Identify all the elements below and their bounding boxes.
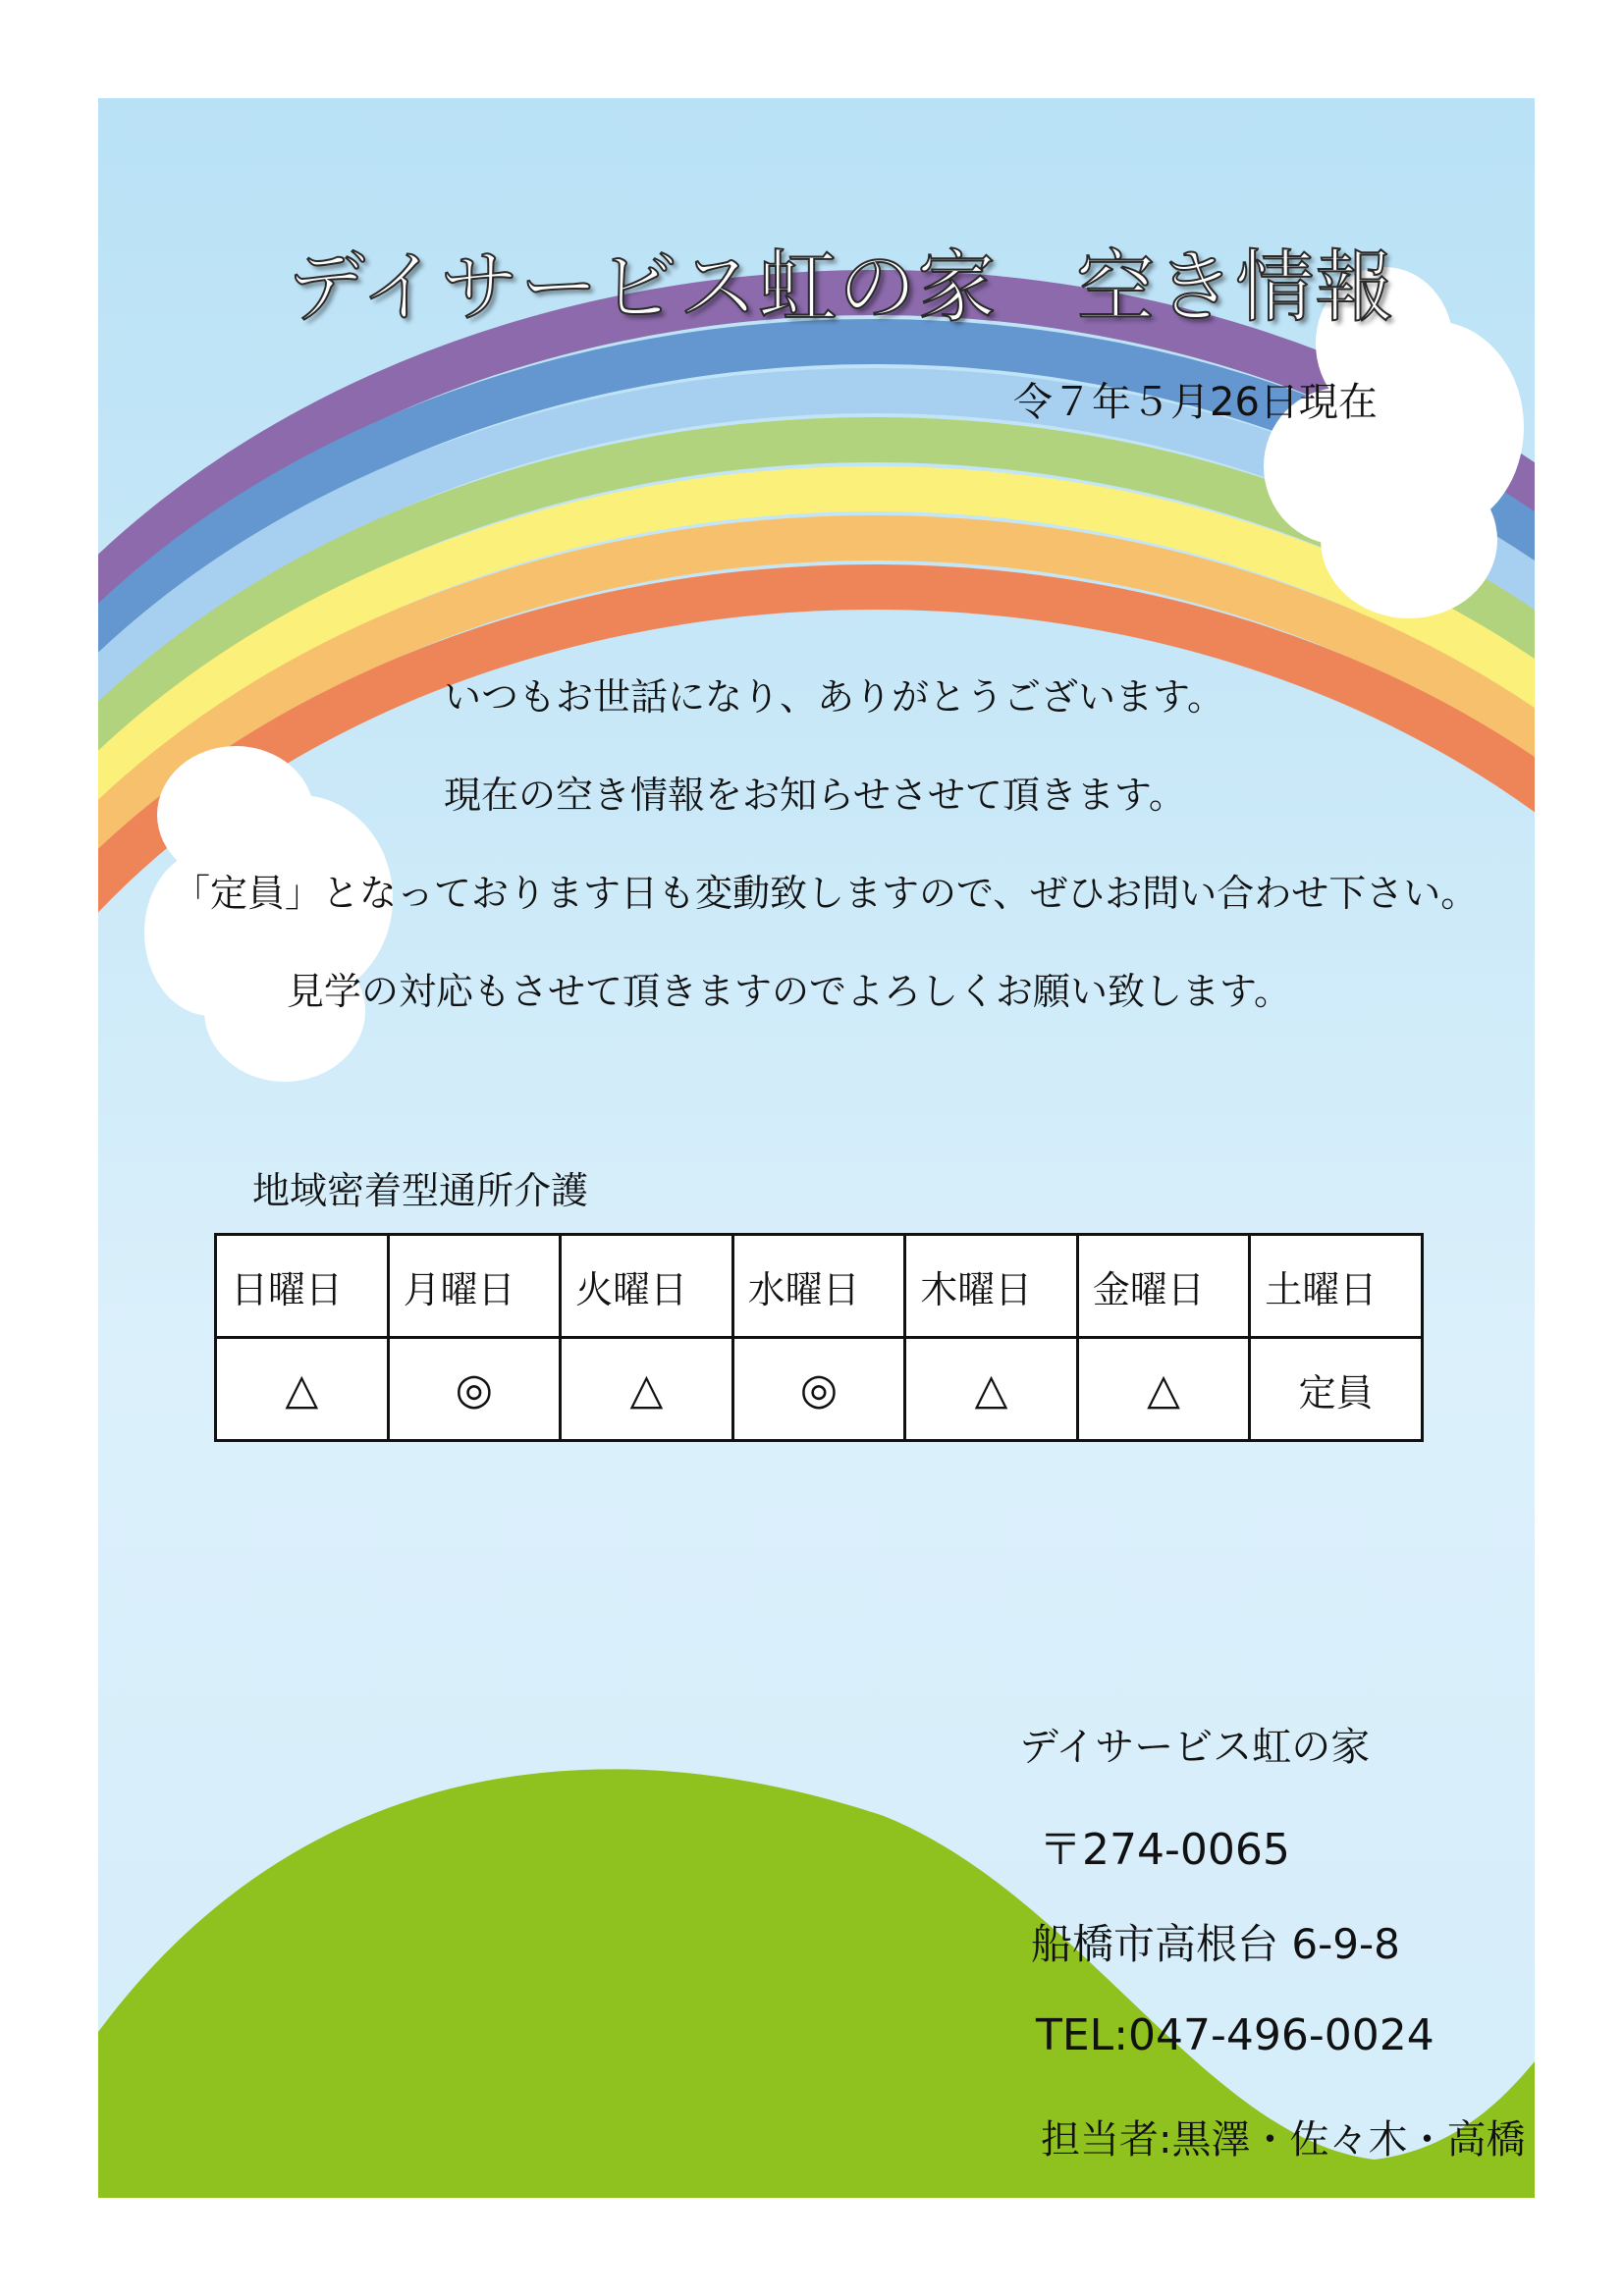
availability-cell: ◎ [388, 1338, 561, 1441]
message-line: 「定員」となっております日も変動致しますので、ぜひお問い合わせ下さい。 [173, 872, 1479, 915]
day-header: 月曜日 [388, 1235, 561, 1338]
flyer [98, 98, 1535, 2198]
address: 船橋市高根台 6-9-8 [1031, 1920, 1400, 1968]
as-of-date: 令７年５月26日現在 [1013, 380, 1378, 425]
day-header: 土曜日 [1250, 1235, 1423, 1338]
table-row [216, 1338, 1423, 1441]
availability-cell: ◎ [732, 1338, 905, 1441]
postal-code: 〒274-0065 [1039, 1825, 1290, 1875]
day-header: 日曜日 [216, 1235, 389, 1338]
phone-number: TEL:047-496-0024 [1036, 2010, 1435, 2060]
day-header: 火曜日 [561, 1235, 733, 1338]
availability-cell: △ [1077, 1338, 1250, 1441]
availability-cell: △ [561, 1338, 733, 1441]
message-line: 見学の対応もさせて頂きますのでよろしくお願い致します。 [287, 970, 1291, 1013]
availability-cell: △ [905, 1338, 1078, 1441]
availability-cell: △ [216, 1338, 389, 1441]
page-title: デイサービス虹の家 空き情報 [287, 241, 1395, 333]
day-header: 木曜日 [905, 1235, 1078, 1338]
table-header-row [216, 1235, 1423, 1338]
facility-name: デイサービス虹の家 [1019, 1725, 1371, 1770]
message-line: 現在の空き情報をお知らせさせて頂きます。 [444, 774, 1186, 817]
message-line: いつもお世話になり、ありがとうございます。 [444, 675, 1224, 719]
availability-cell: 定員 [1250, 1338, 1423, 1441]
availability-table [214, 1233, 1424, 1442]
staff-in-charge: 担当者:黒澤・佐々木・高橋 [1041, 2117, 1526, 2163]
day-header: 水曜日 [732, 1235, 905, 1338]
service-type-label: 地域密着型通所介護 [252, 1169, 589, 1212]
day-header: 金曜日 [1077, 1235, 1250, 1338]
